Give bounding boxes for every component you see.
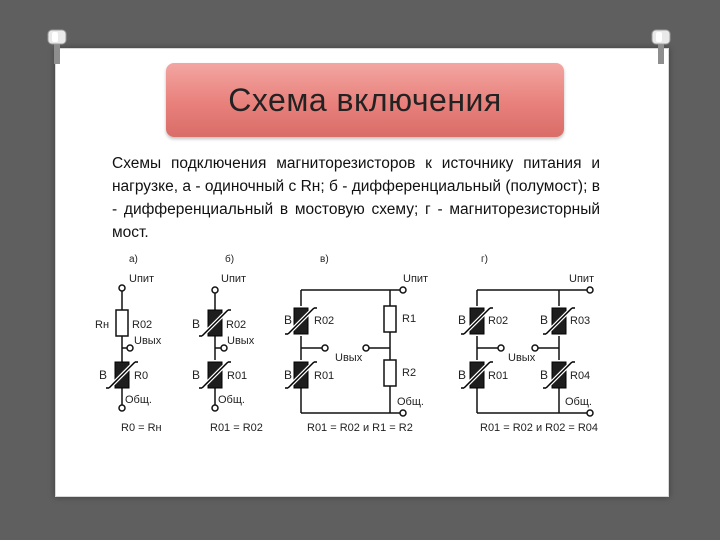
uout-d: Uвых <box>508 352 536 364</box>
r01-b: R01 <box>227 370 248 382</box>
r01-d: R01 <box>488 370 509 382</box>
b-bottom-b: B <box>192 368 201 382</box>
r04-d: R04 <box>570 370 591 382</box>
description-text: Схемы подключения магниторезисторов к источнику питания и нагрузке, а - одиночный с Rн; б - дифференциальный (полумост); в - дифференциальный в мостовую схему; г - магниторезисторный мост. <box>112 155 600 241</box>
circuit-diagrams <box>85 248 625 443</box>
gnd-b: Общ. <box>218 394 245 406</box>
formula-a: R0 = Rн <box>121 422 162 434</box>
slide-title: Схема включения <box>228 81 502 118</box>
gnd-a: Общ. <box>125 394 152 406</box>
gnd-c: Общ. <box>397 396 424 408</box>
r0-a: R0 <box>134 370 149 382</box>
label-c: в) <box>320 254 329 265</box>
formula-b: R01 = R02 <box>210 422 263 434</box>
b-bottom-right-d: B <box>540 368 549 382</box>
pin-left-icon <box>46 26 68 66</box>
uout-a: Uвых <box>134 335 162 347</box>
b-top-c: B <box>284 313 293 327</box>
rh-a: Rн <box>95 319 110 331</box>
r03-d: R03 <box>570 315 591 327</box>
gnd-d: Общ. <box>565 396 592 408</box>
r2-c: R2 <box>402 367 417 379</box>
r01-c: R01 <box>314 370 335 382</box>
r02-c: R02 <box>314 315 335 327</box>
label-b: б) <box>225 254 235 265</box>
b-a: B <box>99 368 108 382</box>
label-d: г) <box>481 254 488 265</box>
formula-c: R01 = R02 и R1 = R2 <box>307 422 413 434</box>
r02-b: R02 <box>226 319 247 331</box>
b-top-right-d: B <box>540 313 549 327</box>
b-bottom-left-d: B <box>458 368 467 382</box>
r02-a: R02 <box>132 319 153 331</box>
circuit-b <box>212 287 227 411</box>
supply-c: Uпит <box>403 273 429 285</box>
pin-right-icon <box>650 26 672 66</box>
b-top-b: B <box>192 317 201 331</box>
r02-d: R02 <box>488 315 509 327</box>
label-a: а) <box>129 254 138 265</box>
uout-b: Uвых <box>227 335 255 347</box>
title-box <box>166 63 564 137</box>
circuit-a <box>116 285 133 411</box>
b-bottom-c: B <box>284 368 293 382</box>
uout-c: Uвых <box>335 352 363 364</box>
supply-a: Uпит <box>129 273 155 285</box>
formula-d: R01 = R02 и R02 = R04 <box>480 422 599 434</box>
b-top-left-d: B <box>458 313 467 327</box>
r1-c: R1 <box>402 313 417 325</box>
supply-d: Uпит <box>569 273 595 285</box>
supply-b: Uпит <box>221 273 247 285</box>
